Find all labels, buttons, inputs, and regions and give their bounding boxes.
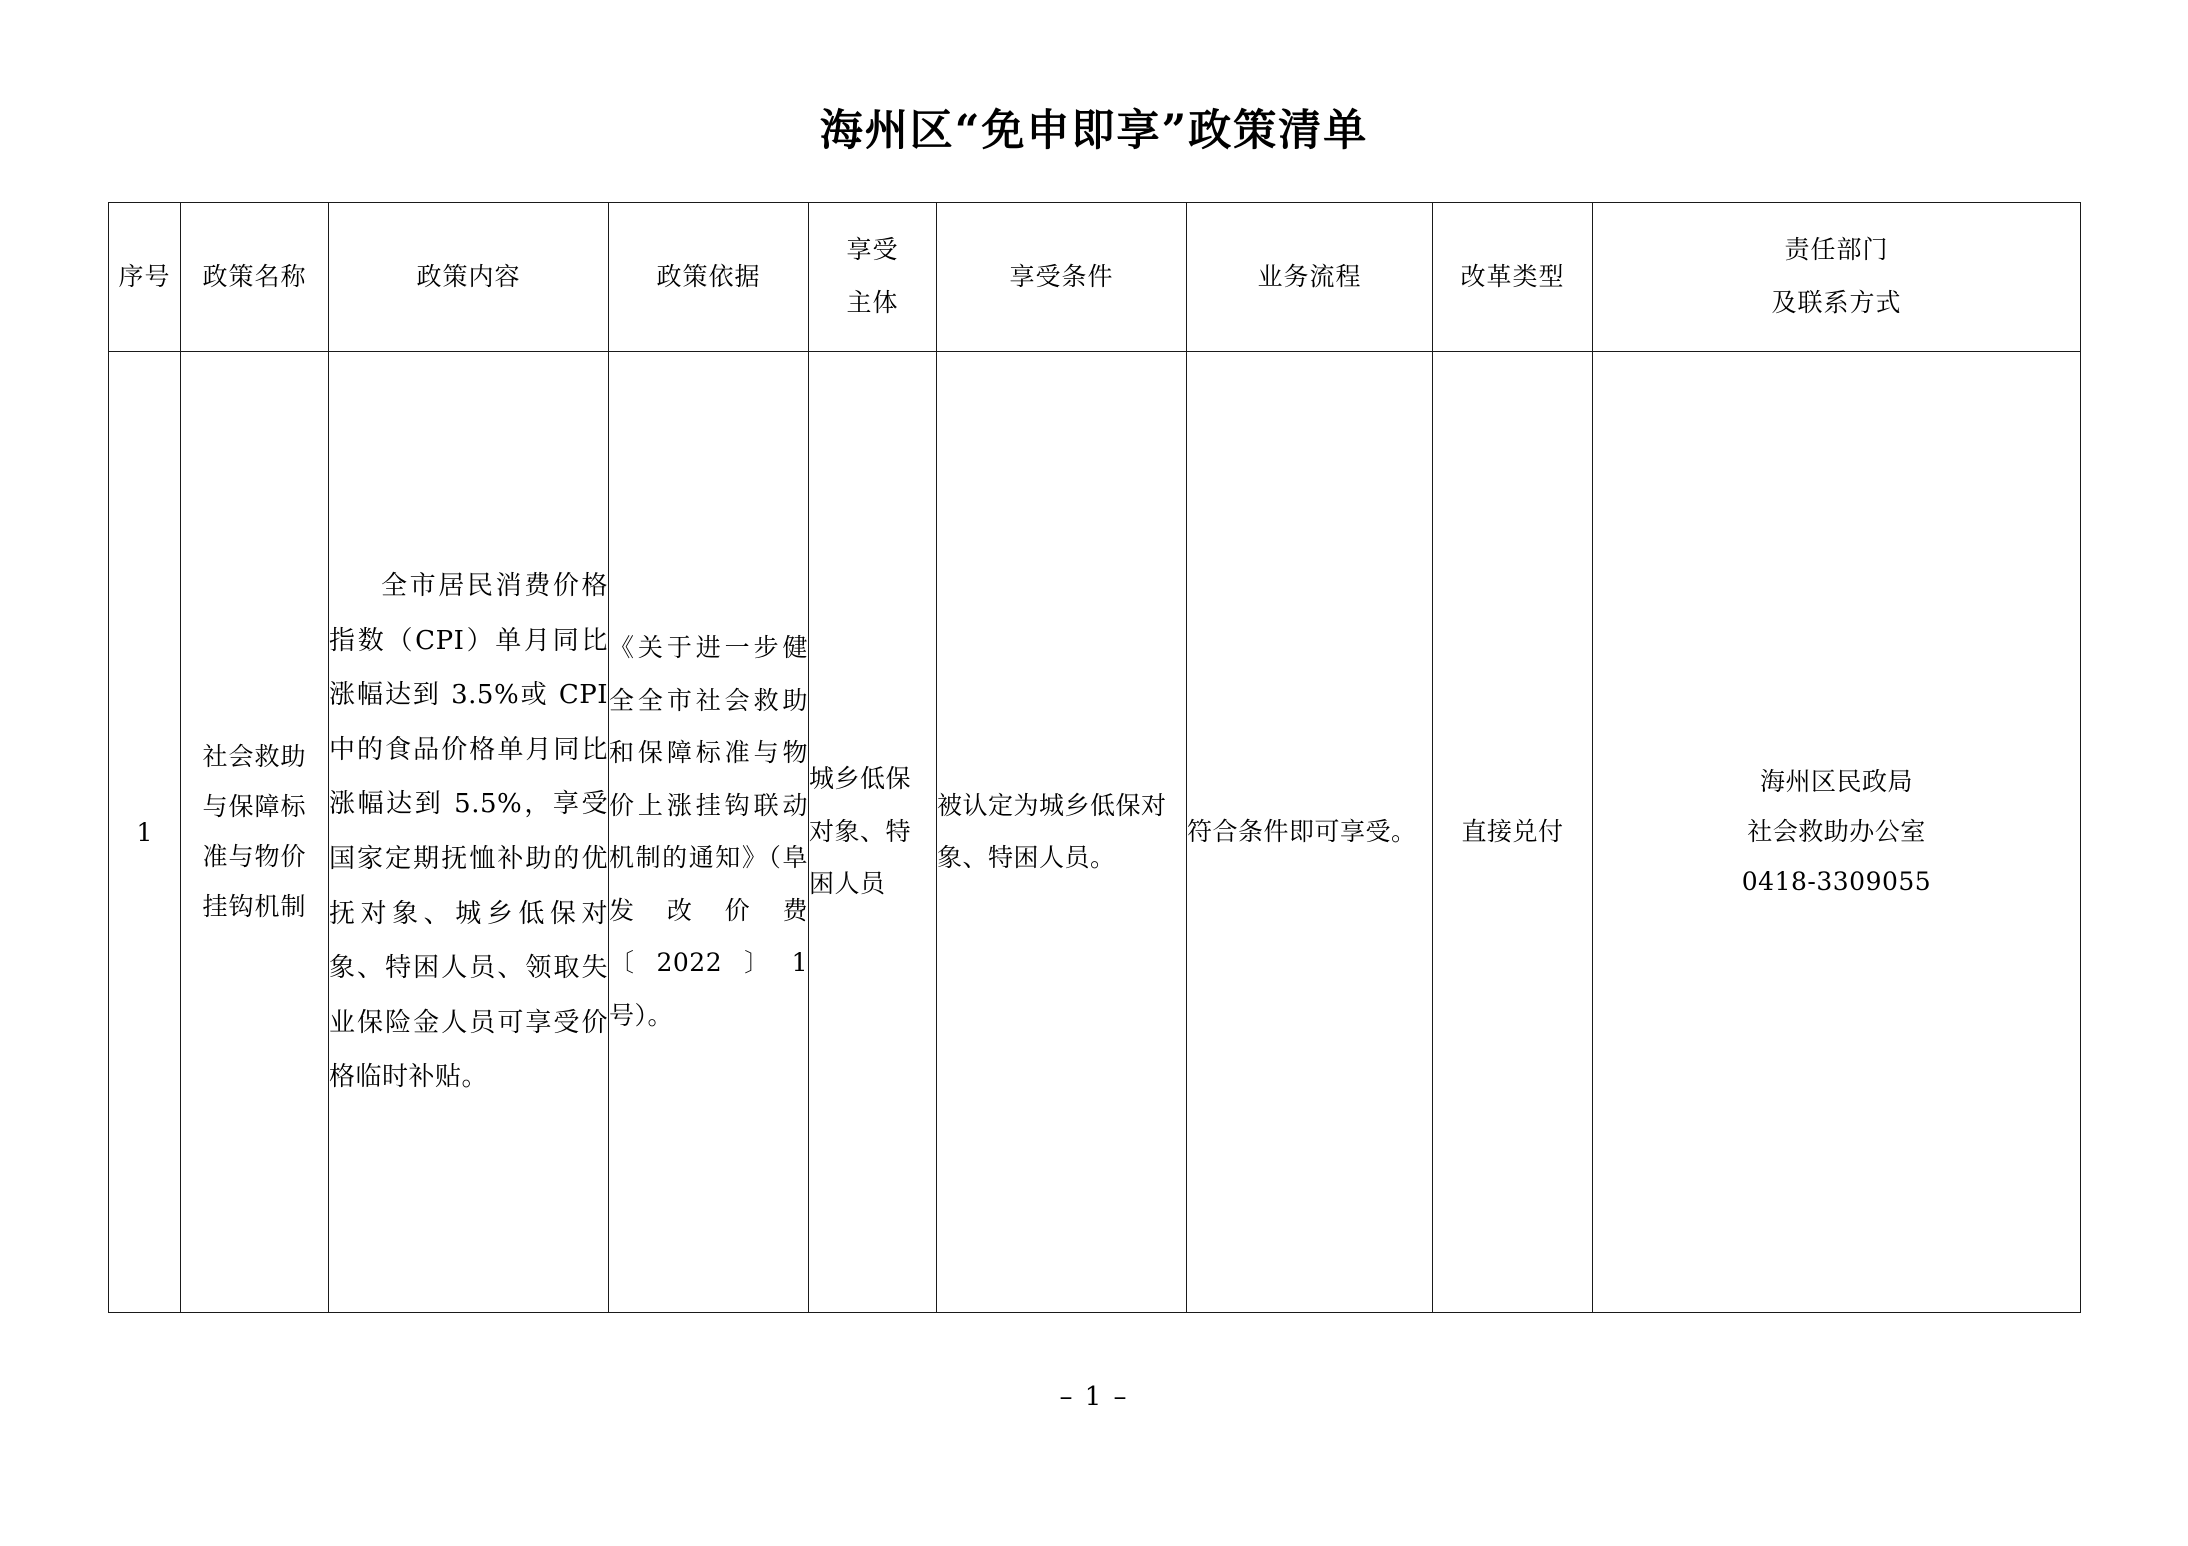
column-header-index: 序号 xyxy=(109,203,181,352)
column-header-process: 业务流程 xyxy=(1187,203,1433,352)
column-header-department xyxy=(1593,203,2081,352)
cell-policy-basis: 《关于进一步健全全市社会救助和保障标准与物价上涨挂钩联动机制的通知》（阜发改价费〔2022〕1 号）。 xyxy=(609,352,809,1313)
column-header-policy-name: 政策名称 xyxy=(181,203,329,352)
policy-name-line-2: 与保障标 xyxy=(202,792,307,821)
table-header-row xyxy=(109,203,2081,352)
column-header-reform-type: 改革类型 xyxy=(1433,203,1593,352)
page-title: 海州区“免申即享”政策清单 xyxy=(819,106,1369,156)
cell-process: 符合条件即可享受。 xyxy=(1187,352,1433,1313)
column-header-subject xyxy=(809,203,937,352)
policy-table xyxy=(108,202,2081,1313)
column-header-policy-content: 政策内容 xyxy=(329,203,609,352)
cell-subject: 城乡低保对象、特困人员 xyxy=(809,352,937,1313)
policy-name-line-1: 社会救助 xyxy=(202,742,307,771)
column-header-condition: 享受条件 xyxy=(937,203,1187,352)
column-header-policy-basis: 政策依据 xyxy=(609,203,809,352)
column-header-department-line2: 及联系方式 xyxy=(1771,288,1902,317)
column-header-department-line1: 责任部门 xyxy=(1784,235,1889,265)
cell-condition: 被认定为城乡低保对象、特困人员。 xyxy=(937,352,1187,1313)
cell-department xyxy=(1593,352,2081,1313)
table-row xyxy=(109,352,2081,1313)
policy-table-container xyxy=(108,202,2080,1313)
column-header-subject-line1: 享受 xyxy=(846,235,899,265)
department-phone: 0418-3309055 xyxy=(1741,867,1932,896)
policy-name-line-3: 准与物价 xyxy=(202,842,307,871)
department-line-1: 海州区民政局 xyxy=(1759,767,1913,796)
cell-policy-name xyxy=(181,352,329,1313)
page-footer-number: – 1 – xyxy=(1059,1382,1129,1412)
policy-name-line-4: 挂钩机制 xyxy=(202,892,307,921)
column-header-subject-line2: 主体 xyxy=(846,288,899,317)
cell-index: 1 xyxy=(109,352,181,1313)
cell-policy-content: 全市居民消费价格指数（CPI）单月同比涨幅达到 3.5%或 CPI 中的食品价格单月同比涨幅达到 5.5%，享受国家定期抚恤补助的优抚对象、城乡低保对象、特困人员、领取失业保险金人员可享受价格临时补贴。 xyxy=(329,352,609,1313)
department-line-2: 社会救助办公室 xyxy=(1747,817,1926,846)
cell-reform-type: 直接兑付 xyxy=(1433,352,1593,1313)
